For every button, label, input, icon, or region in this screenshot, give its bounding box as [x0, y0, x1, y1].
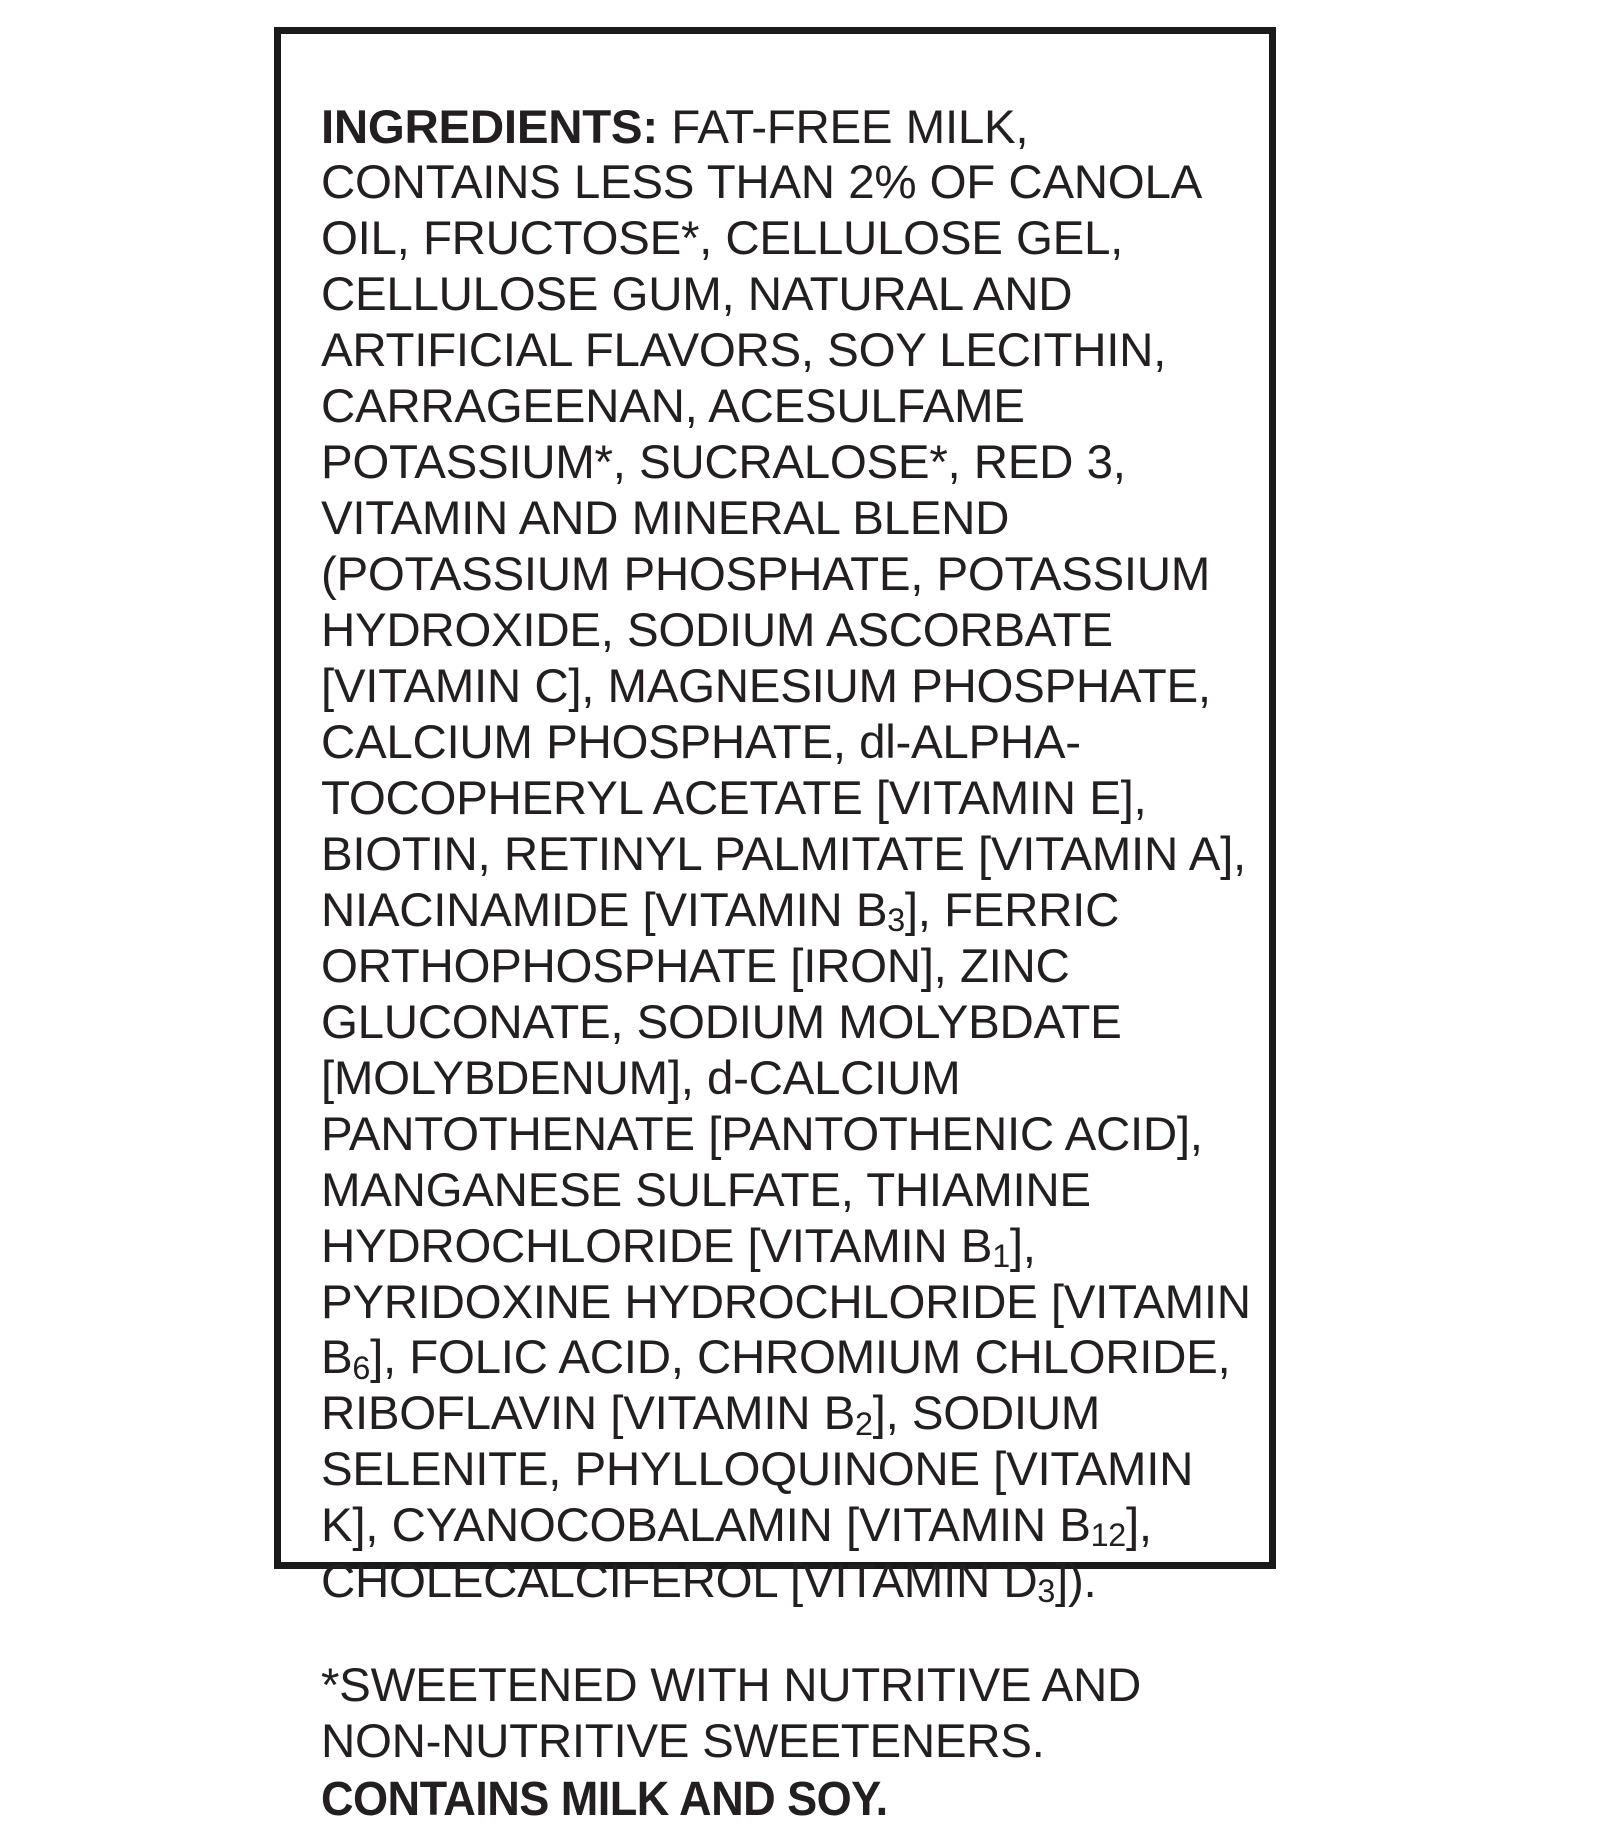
ingredients-content [321, 52, 1261, 1828]
ingredients-text: FAT-FREE MILK, CONTAINS LESS THAN 2% OF CANOLA OIL, FRUCTOSE*, CELLULOSE GEL, CELLULOSE GUM, NATURAL AND ARTIFICIAL FLAVORS, SOY LECITHIN, CARRAGEENAN, ACESULFAME POTASSIUM*, SUCRALOSE*, RED 3, VITAMIN AND MINERAL BLEND (POTASSIUM PHOSPHATE, POTASSIUM HYDROXIDE, SODIUM ASCORBATE [VITAMIN C], MAGNESIUM PHOSPHATE, CALCIUM PHOSPHATE, dl-ALPHA-TOCOPHERYL ACETATE [VITAMIN E], BIOTIN, RETINYL PALMITATE [VITAMIN A], NIACINAMIDE [VITAMIN $B_3$], FERRIC ORTHOPHOSPHATE [IRON], ZINC GLUCONATE, SODIUM MOLYBDATE [MOLYBDENUM], d-CALCIUM PANTOTHENATE [PANTOTHENIC ACID], MANGANESE SULFATE, THIAMINE HYDROCHLORIDE [VITAMIN $B_1$], PYRIDOXINE HYDROCHLORIDE [VITAMIN $B_6$], FOLIC ACID, CHROMIUM CHLORIDE, RIBOFLAVIN [VITAMIN $B_2$], SODIUM SELENITE, PHYLLOQUINONE [VITAMIN K], CYANOCOBALAMIN [VITAMIN $B_{12}$], CHOLECALCIFEROL [VITAMIN $D_3$]). [321, 100, 1251, 1610]
ingredients-panel [274, 27, 1276, 1826]
ingredients-heading: INGREDIENTS: [321, 100, 658, 154]
ingredients-paragraph [321, 100, 1261, 1611]
sweetener-note: *SWEETENED WITH NUTRITIVE AND NON-NUTRITIVE SWEETENERS. [321, 1658, 1141, 1768]
allergen-statement: CONTAINS MILK AND SOY. [321, 1772, 888, 1826]
